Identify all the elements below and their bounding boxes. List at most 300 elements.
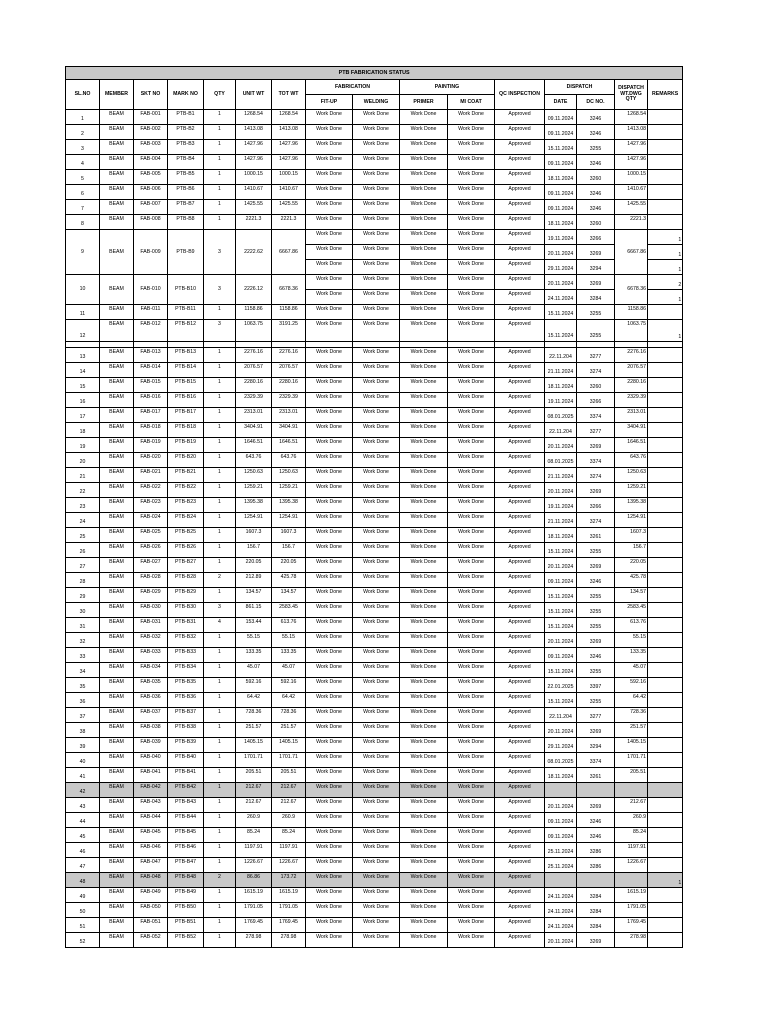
- cell-dc-no: 3397: [577, 678, 615, 693]
- header-primer: PRIMER: [400, 95, 448, 110]
- cell-dispatch-wt: 1226.67: [615, 858, 648, 873]
- cell-primer: Work Done: [400, 708, 448, 723]
- cell-welding: Work Done: [353, 185, 400, 200]
- cell-remarks: [648, 693, 683, 708]
- cell-dispatch-date: 08.01.2025: [545, 453, 577, 468]
- cell-primer: Work Done: [400, 798, 448, 813]
- cell-sl-no: 7: [66, 200, 100, 215]
- cell-remarks: [648, 708, 683, 723]
- cell-skt-no: FAB-028: [134, 573, 168, 588]
- cell-primer: Work Done: [400, 408, 448, 423]
- cell-dispatch-date: 24.11.2024: [545, 903, 577, 918]
- cell-dispatch-date: 20.11.2024: [545, 275, 577, 290]
- cell-qty: 1: [204, 918, 236, 933]
- cell-dispatch-date: 09.11.2024: [545, 648, 577, 663]
- cell-sl-no: 48: [66, 873, 100, 888]
- cell-sl-no: 52: [66, 933, 100, 948]
- cell-dispatch-wt: 1701.71: [615, 753, 648, 768]
- cell-fit-up: Work Done: [306, 200, 353, 215]
- cell-skt-no: FAB-047: [134, 858, 168, 873]
- cell-dispatch-date: 09.11.2024: [545, 185, 577, 200]
- cell-tot-wt: 251.57: [272, 723, 306, 738]
- cell-fit-up: Work Done: [306, 453, 353, 468]
- cell-qc-inspection: Approved: [495, 155, 545, 170]
- header-sl-no: SL.NO: [66, 80, 100, 110]
- cell-member: BEAM: [100, 543, 134, 558]
- cell-mi-coat: Work Done: [448, 170, 495, 185]
- cell-mark-no: PTB-B42: [168, 783, 204, 798]
- cell-primer: Work Done: [400, 678, 448, 693]
- cell-primer: Work Done: [400, 125, 448, 140]
- cell-skt-no: FAB-024: [134, 513, 168, 528]
- cell-unit-wt: 2076.57: [236, 363, 272, 378]
- cell-dispatch-date: 15.11.2024: [545, 320, 577, 342]
- cell-primer: Work Done: [400, 588, 448, 603]
- cell-primer: Work Done: [400, 618, 448, 633]
- cell-qc-inspection: Approved: [495, 783, 545, 798]
- cell-skt-no: FAB-046: [134, 843, 168, 858]
- cell-fit-up: Work Done: [306, 783, 353, 798]
- cell-qc-inspection: Approved: [495, 663, 545, 678]
- cell-dc-no: 3246: [577, 125, 615, 140]
- cell-qc-inspection: Approved: [495, 110, 545, 125]
- cell-qc-inspection: Approved: [495, 140, 545, 155]
- cell-sl-no: 5: [66, 170, 100, 185]
- cell-primer: Work Done: [400, 110, 448, 125]
- cell-qc-inspection: Approved: [495, 275, 545, 290]
- cell-sl-no: 39: [66, 738, 100, 753]
- cell-dc-no: 3260: [577, 215, 615, 230]
- cell-welding: Work Done: [353, 215, 400, 230]
- cell-skt-no: FAB-018: [134, 423, 168, 438]
- cell-mark-no: PTB-B49: [168, 888, 204, 903]
- cell-mi-coat: Work Done: [448, 290, 495, 305]
- cell-mi-coat: Work Done: [448, 813, 495, 828]
- cell-tot-wt: 1413.08: [272, 125, 306, 140]
- header-skt-no: SKT NO: [134, 80, 168, 110]
- cell-fit-up: Work Done: [306, 618, 353, 633]
- cell-dc-no: 3266: [577, 230, 615, 245]
- cell-skt-no: FAB-026: [134, 543, 168, 558]
- cell-mark-no: PTB-B44: [168, 813, 204, 828]
- cell-dispatch-wt: [615, 873, 648, 888]
- cell-sl-no: 1: [66, 110, 100, 125]
- cell-welding: Work Done: [353, 260, 400, 275]
- cell-qty: 1: [204, 348, 236, 363]
- cell-dc-no: 3284: [577, 888, 615, 903]
- cell-fit-up: Work Done: [306, 558, 353, 573]
- cell-skt-no: FAB-032: [134, 633, 168, 648]
- cell-mi-coat: Work Done: [448, 693, 495, 708]
- cell-dispatch-wt: 1197.91: [615, 843, 648, 858]
- cell-member: BEAM: [100, 363, 134, 378]
- cell-dispatch-wt: 1268.54: [615, 110, 648, 125]
- cell-primer: Work Done: [400, 260, 448, 275]
- cell-primer: Work Done: [400, 633, 448, 648]
- cell-remarks: [648, 618, 683, 633]
- cell-dc-no: 3269: [577, 558, 615, 573]
- cell-qty: 1: [204, 110, 236, 125]
- cell-qc-inspection: Approved: [495, 125, 545, 140]
- cell-qty: 1: [204, 408, 236, 423]
- cell-qty: 3: [204, 275, 236, 305]
- cell-qc-inspection: Approved: [495, 305, 545, 320]
- cell-dc-no: 3286: [577, 858, 615, 873]
- cell-qty: 1: [204, 513, 236, 528]
- cell-dispatch-wt: 85.24: [615, 828, 648, 843]
- cell-mi-coat: Work Done: [448, 245, 495, 260]
- cell-dispatch-wt: 6667.86: [615, 230, 648, 275]
- cell-remarks: [648, 110, 683, 125]
- cell-dispatch-date: 22.11.204: [545, 708, 577, 723]
- cell-sl-no: 27: [66, 558, 100, 573]
- cell-mi-coat: Work Done: [448, 723, 495, 738]
- cell-unit-wt: 45.07: [236, 663, 272, 678]
- cell-dispatch-date: 21.11.2024: [545, 363, 577, 378]
- cell-sl-no: 29: [66, 588, 100, 603]
- cell-primer: Work Done: [400, 423, 448, 438]
- cell-fit-up: Work Done: [306, 378, 353, 393]
- cell-unit-wt: 1791.05: [236, 903, 272, 918]
- cell-unit-wt: 1158.86: [236, 305, 272, 320]
- cell-welding: Work Done: [353, 483, 400, 498]
- cell-dc-no: 3274: [577, 513, 615, 528]
- cell-sl-no: 30: [66, 603, 100, 618]
- cell-dc-no: 3255: [577, 140, 615, 155]
- cell-welding: Work Done: [353, 723, 400, 738]
- cell-sl-no: 4: [66, 155, 100, 170]
- cell-welding: Work Done: [353, 305, 400, 320]
- cell-welding: Work Done: [353, 813, 400, 828]
- cell-mark-no: PTB-B36: [168, 693, 204, 708]
- cell-tot-wt: 134.57: [272, 588, 306, 603]
- cell-welding: Work Done: [353, 753, 400, 768]
- cell-tot-wt: 173.72: [272, 873, 306, 888]
- cell-tot-wt: 1615.19: [272, 888, 306, 903]
- cell-unit-wt: 1000.15: [236, 170, 272, 185]
- cell-remarks: [648, 498, 683, 513]
- cell-tot-wt: 2329.39: [272, 393, 306, 408]
- cell-sl-no: 13: [66, 348, 100, 363]
- cell-sl-no: 19: [66, 438, 100, 453]
- cell-dispatch-wt: 1254.91: [615, 513, 648, 528]
- cell-qty: 1: [204, 125, 236, 140]
- cell-welding: Work Done: [353, 903, 400, 918]
- cell-mi-coat: Work Done: [448, 633, 495, 648]
- cell-qc-inspection: Approved: [495, 678, 545, 693]
- cell-welding: Work Done: [353, 245, 400, 260]
- cell-primer: Work Done: [400, 513, 448, 528]
- cell-primer: Work Done: [400, 873, 448, 888]
- cell-member: BEAM: [100, 170, 134, 185]
- cell-mi-coat: Work Done: [448, 933, 495, 948]
- cell-welding: Work Done: [353, 320, 400, 342]
- cell-qty: 1: [204, 378, 236, 393]
- cell-skt-no: FAB-030: [134, 603, 168, 618]
- cell-tot-wt: 212.67: [272, 783, 306, 798]
- cell-mark-no: PTB-B10: [168, 275, 204, 305]
- cell-remarks: [648, 663, 683, 678]
- cell-remarks: [648, 678, 683, 693]
- cell-dispatch-date: 18.11.2024: [545, 215, 577, 230]
- header-painting: PAINTING: [400, 80, 495, 95]
- cell-dispatch-date: 08.01.2025: [545, 408, 577, 423]
- cell-sl-no: 15: [66, 378, 100, 393]
- cell-mi-coat: Work Done: [448, 663, 495, 678]
- table-row: [66, 573, 683, 588]
- table-row: [66, 798, 683, 813]
- cell-dc-no: 3246: [577, 110, 615, 125]
- cell-mark-no: PTB-B40: [168, 753, 204, 768]
- cell-unit-wt: 55.15: [236, 633, 272, 648]
- cell-primer: Work Done: [400, 483, 448, 498]
- cell-unit-wt: 1427.96: [236, 140, 272, 155]
- cell-skt-no: FAB-016: [134, 393, 168, 408]
- cell-unit-wt: 2222.62: [236, 230, 272, 275]
- cell-tot-wt: 613.76: [272, 618, 306, 633]
- table-row: [66, 140, 683, 155]
- cell-skt-no: FAB-045: [134, 828, 168, 843]
- cell-primer: Work Done: [400, 245, 448, 260]
- cell-unit-wt: 133.35: [236, 648, 272, 663]
- cell-unit-wt: 212.67: [236, 798, 272, 813]
- cell-qc-inspection: Approved: [495, 363, 545, 378]
- cell-sl-no: 51: [66, 918, 100, 933]
- cell-unit-wt: 861.15: [236, 603, 272, 618]
- cell-dispatch-date: 20.11.2024: [545, 438, 577, 453]
- cell-mi-coat: Work Done: [448, 260, 495, 275]
- cell-mark-no: PTB-B45: [168, 828, 204, 843]
- cell-mark-no: PTB-B22: [168, 483, 204, 498]
- cell-qc-inspection: Approved: [495, 798, 545, 813]
- table-row: [66, 858, 683, 873]
- cell-tot-wt: 6678.36: [272, 275, 306, 305]
- cell-fit-up: Work Done: [306, 393, 353, 408]
- cell-fit-up: Work Done: [306, 363, 353, 378]
- cell-skt-no: FAB-013: [134, 348, 168, 363]
- cell-member: BEAM: [100, 140, 134, 155]
- cell-unit-wt: 2280.16: [236, 378, 272, 393]
- table-row: [66, 708, 683, 723]
- cell-welding: Work Done: [353, 528, 400, 543]
- cell-member: BEAM: [100, 393, 134, 408]
- cell-tot-wt: 2313.01: [272, 408, 306, 423]
- cell-member: BEAM: [100, 513, 134, 528]
- cell-mark-no: PTB-B17: [168, 408, 204, 423]
- cell-member: BEAM: [100, 588, 134, 603]
- cell-tot-wt: 1158.86: [272, 305, 306, 320]
- cell-member: BEAM: [100, 320, 134, 342]
- cell-sl-no: 49: [66, 888, 100, 903]
- cell-remarks: [648, 828, 683, 843]
- cell-dispatch-wt: 278.98: [615, 933, 648, 948]
- cell-remarks: [648, 378, 683, 393]
- cell-remarks: [648, 140, 683, 155]
- cell-dispatch-date: 24.11.2024: [545, 888, 577, 903]
- table-row: [66, 423, 683, 438]
- cell-qty: 1: [204, 903, 236, 918]
- cell-welding: Work Done: [353, 648, 400, 663]
- cell-remarks: 1: [648, 230, 683, 245]
- cell-dispatch-date: 09.11.2024: [545, 813, 577, 828]
- table-row: [66, 125, 683, 140]
- cell-skt-no: FAB-027: [134, 558, 168, 573]
- cell-sl-no: 24: [66, 513, 100, 528]
- cell-primer: Work Done: [400, 858, 448, 873]
- cell-sl-no: 18: [66, 423, 100, 438]
- table-row: [66, 378, 683, 393]
- cell-unit-wt: 153.44: [236, 618, 272, 633]
- cell-member: BEAM: [100, 453, 134, 468]
- cell-dispatch-wt: 2329.39: [615, 393, 648, 408]
- cell-dispatch-date: 15.11.2024: [545, 588, 577, 603]
- cell-fit-up: Work Done: [306, 813, 353, 828]
- cell-sl-no: 41: [66, 768, 100, 783]
- cell-dc-no: 3266: [577, 393, 615, 408]
- header-dispatch-wt: DISPATCH WT.DWG QTY: [615, 80, 648, 110]
- cell-member: BEAM: [100, 813, 134, 828]
- cell-qc-inspection: Approved: [495, 573, 545, 588]
- cell-qty: 1: [204, 483, 236, 498]
- cell-skt-no: FAB-050: [134, 903, 168, 918]
- cell-dc-no: 3269: [577, 723, 615, 738]
- cell-dispatch-date: [545, 783, 577, 798]
- cell-mark-no: PTB-B48: [168, 873, 204, 888]
- cell-mark-no: PTB-B18: [168, 423, 204, 438]
- cell-mi-coat: Work Done: [448, 873, 495, 888]
- cell-primer: Work Done: [400, 903, 448, 918]
- cell-mark-no: PTB-B37: [168, 708, 204, 723]
- cell-primer: Work Done: [400, 438, 448, 453]
- cell-welding: Work Done: [353, 125, 400, 140]
- cell-qty: 1: [204, 185, 236, 200]
- cell-sl-no: 21: [66, 468, 100, 483]
- cell-dispatch-wt: 2280.16: [615, 378, 648, 393]
- cell-dispatch-date: 20.11.2024: [545, 633, 577, 648]
- cell-qc-inspection: Approved: [495, 708, 545, 723]
- table-row: [66, 693, 683, 708]
- cell-member: BEAM: [100, 768, 134, 783]
- cell-qc-inspection: Approved: [495, 618, 545, 633]
- cell-mark-no: PTB-B39: [168, 738, 204, 753]
- cell-dispatch-date: 21.11.2024: [545, 513, 577, 528]
- cell-mark-no: PTB-B50: [168, 903, 204, 918]
- cell-tot-wt: 2583.45: [272, 603, 306, 618]
- cell-mi-coat: Work Done: [448, 110, 495, 125]
- cell-dc-no: 3269: [577, 933, 615, 948]
- cell-dispatch-date: 22.01.2025: [545, 678, 577, 693]
- cell-member: BEAM: [100, 753, 134, 768]
- cell-qty: 1: [204, 393, 236, 408]
- cell-welding: Work Done: [353, 738, 400, 753]
- cell-fit-up: Work Done: [306, 693, 353, 708]
- cell-tot-wt: 728.36: [272, 708, 306, 723]
- cell-remarks: 1: [648, 260, 683, 275]
- cell-dc-no: 3246: [577, 648, 615, 663]
- cell-tot-wt: 45.07: [272, 663, 306, 678]
- cell-qc-inspection: Approved: [495, 468, 545, 483]
- cell-qc-inspection: Approved: [495, 438, 545, 453]
- cell-dc-no: 3269: [577, 483, 615, 498]
- cell-member: BEAM: [100, 723, 134, 738]
- cell-mi-coat: Work Done: [448, 573, 495, 588]
- table-row: [66, 363, 683, 378]
- cell-fit-up: Work Done: [306, 843, 353, 858]
- cell-mark-no: PTB-B26: [168, 543, 204, 558]
- cell-dispatch-date: 29.11.2024: [545, 738, 577, 753]
- cell-mi-coat: Work Done: [448, 185, 495, 200]
- cell-skt-no: FAB-029: [134, 588, 168, 603]
- cell-qc-inspection: Approved: [495, 738, 545, 753]
- table-row: [66, 933, 683, 948]
- cell-unit-wt: 64.42: [236, 693, 272, 708]
- cell-mark-no: PTB-B29: [168, 588, 204, 603]
- cell-member: BEAM: [100, 663, 134, 678]
- cell-mi-coat: Work Done: [448, 230, 495, 245]
- cell-skt-no: FAB-006: [134, 185, 168, 200]
- cell-mi-coat: Work Done: [448, 483, 495, 498]
- cell-unit-wt: 728.36: [236, 708, 272, 723]
- cell-member: BEAM: [100, 708, 134, 723]
- cell-member: BEAM: [100, 275, 134, 305]
- cell-dispatch-wt: 1063.75: [615, 320, 648, 342]
- cell-tot-wt: 6667.86: [272, 230, 306, 275]
- table-row: [66, 348, 683, 363]
- cell-unit-wt: 251.57: [236, 723, 272, 738]
- cell-dispatch-date: 20.11.2024: [545, 483, 577, 498]
- cell-skt-no: FAB-005: [134, 170, 168, 185]
- cell-sl-no: 28: [66, 573, 100, 588]
- cell-dispatch-wt: 6678.36: [615, 275, 648, 305]
- cell-dc-no: 3294: [577, 260, 615, 275]
- cell-qc-inspection: Approved: [495, 903, 545, 918]
- cell-dc-no: 3284: [577, 290, 615, 305]
- cell-skt-no: FAB-048: [134, 873, 168, 888]
- cell-tot-wt: 1769.45: [272, 918, 306, 933]
- cell-welding: Work Done: [353, 468, 400, 483]
- cell-member: BEAM: [100, 498, 134, 513]
- cell-unit-wt: 1607.3: [236, 528, 272, 543]
- cell-qc-inspection: Approved: [495, 873, 545, 888]
- cell-mark-no: PTB-B6: [168, 185, 204, 200]
- cell-dispatch-wt: 1410.67: [615, 185, 648, 200]
- cell-fit-up: Work Done: [306, 408, 353, 423]
- cell-tot-wt: 2076.57: [272, 363, 306, 378]
- cell-unit-wt: 1405.15: [236, 738, 272, 753]
- cell-mi-coat: Work Done: [448, 468, 495, 483]
- cell-dc-no: 3286: [577, 843, 615, 858]
- cell-tot-wt: 1405.15: [272, 738, 306, 753]
- cell-sl-no: 17: [66, 408, 100, 423]
- cell-primer: Work Done: [400, 693, 448, 708]
- cell-welding: Work Done: [353, 573, 400, 588]
- cell-welding: Work Done: [353, 768, 400, 783]
- cell-remarks: [648, 363, 683, 378]
- table-row: [66, 678, 683, 693]
- cell-qty: 1: [204, 888, 236, 903]
- cell-dispatch-date: 09.11.2024: [545, 828, 577, 843]
- cell-qty: 1: [204, 170, 236, 185]
- cell-primer: Work Done: [400, 155, 448, 170]
- table-row: [66, 873, 683, 888]
- cell-unit-wt: 2226.12: [236, 275, 272, 305]
- cell-mi-coat: Work Done: [448, 423, 495, 438]
- cell-fit-up: Work Done: [306, 185, 353, 200]
- cell-dc-no: 3246: [577, 828, 615, 843]
- cell-qc-inspection: Approved: [495, 483, 545, 498]
- cell-primer: Work Done: [400, 768, 448, 783]
- cell-mi-coat: Work Done: [448, 783, 495, 798]
